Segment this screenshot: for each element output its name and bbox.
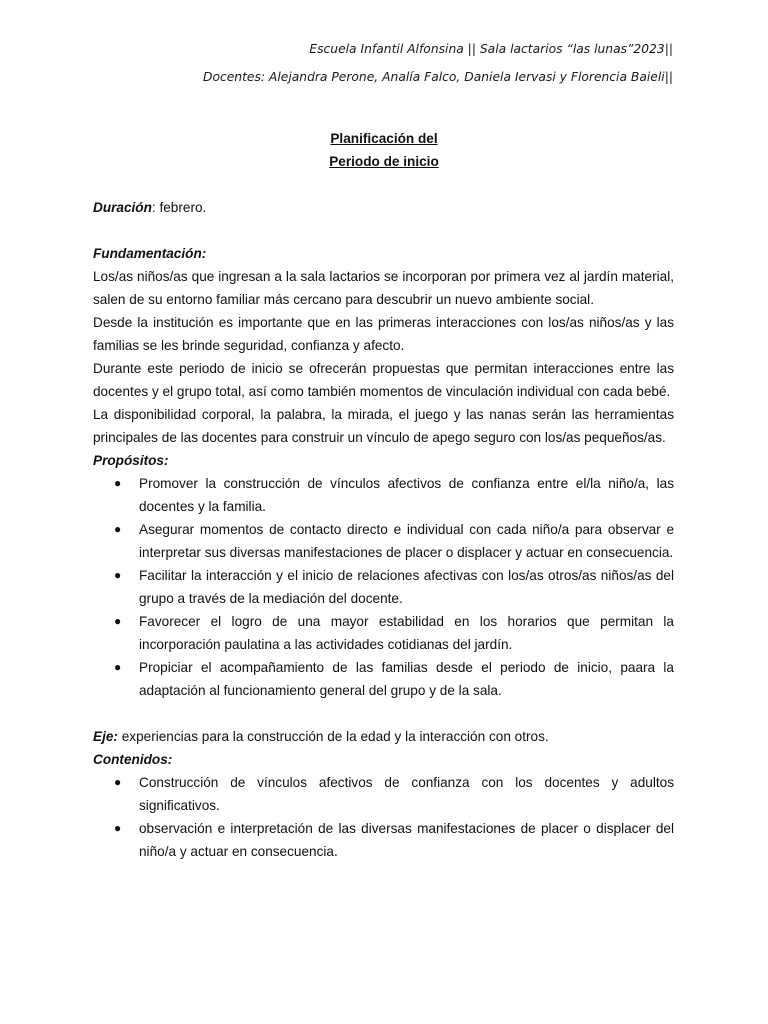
teachers-header: Docentes: Alejandra Perone, Analía Falco, Daniela Iervasi y Florencia Baieli|| [202,70,673,84]
fundamentacion-paragraph: La disponibilidad corporal, la palabra, la mirada, el juego y las nanas serán las herramientas principales de las docentes para construir un vínculo de apego seguro con los/as pequeños/as. [93,407,674,445]
contenidos-list [93,771,674,863]
duracion-line [93,196,674,219]
document-body [93,196,674,863]
fundamentacion-label: Fundamentación: [93,246,207,261]
bullet-icon: ● [114,775,122,789]
bullet-icon: ● [114,821,122,835]
page-title-line1: Planificación del [330,131,438,146]
bullet-icon: ● [114,614,122,628]
eje-label: Eje: [93,729,118,744]
list-item: ● Promover la construcción de vínculos afectivos de confianza entre el/la niño/a, las docentes y la familia. [93,472,674,518]
school-header: Escuela Infantil Alfonsina || Sala lactarios “las lunas”2023|| [309,42,673,56]
bullet-icon: ● [114,476,122,490]
list-item: ● Favorecer el logro de una mayor estabilidad en los horarios que permitan la incorporación paulatina a las actividades cotidianas del jardín. [93,610,674,656]
bullet-icon: ● [114,568,122,582]
bullet-icon: ● [114,660,122,674]
bullet-icon: ● [114,522,122,536]
duracion-text: : febrero. [151,200,207,215]
list-item: ● Asegurar momentos de contacto directo e individual con cada niño/a para observar e interpretar sus diversas manifestaciones de placer o displacer y actuar en consecuencia. [93,518,674,564]
contenidos-label: Contenidos: [93,752,173,767]
list-item: ● Construcción de vínculos afectivos de confianza con los docentes y adultos significativos. [93,771,674,817]
eje-text: experiencias para la construcción de la edad y la interacción con otros. [117,729,549,744]
page-title-line2: Periodo de inicio [329,154,439,169]
list-item: ● Propiciar el acompañamiento de las familias desde el periodo de inicio, paara la adaptación al funcionamiento general del grupo y de la sala. [93,656,674,702]
list-item: ● observación e interpretación de las diversas manifestaciones de placer o displacer del niño/a y actuar en consecuencia. [93,817,674,863]
duracion-label: Duración [93,200,152,215]
propositos-label: Propósitos: [93,453,169,468]
fundamentacion-paragraph: Durante este periodo de inicio se ofrecerán propuestas que permitan interacciones entre las docentes y el grupo total, así como también momentos de vinculación individual con cada bebé. [93,361,674,399]
list-item: ● Facilitar la interacción y el inicio de relaciones afectivas con los/as otros/as niños/as del grupo a través de la mediación del docente. [93,564,674,610]
propositos-list [93,472,674,702]
fundamentacion-paragraph: Los/as niños/as que ingresan a la sala lactarios se incorporan por primera vez al jardín material, salen de su entorno familiar más cercano para descubrir un nuevo ambiente social. [93,269,674,307]
eje-line [93,725,674,748]
fundamentacion-paragraph: Desde la institución es importante que en las primeras interacciones con los/as niños/as y las familias se les brinde seguridad, confianza y afecto. [93,315,674,353]
